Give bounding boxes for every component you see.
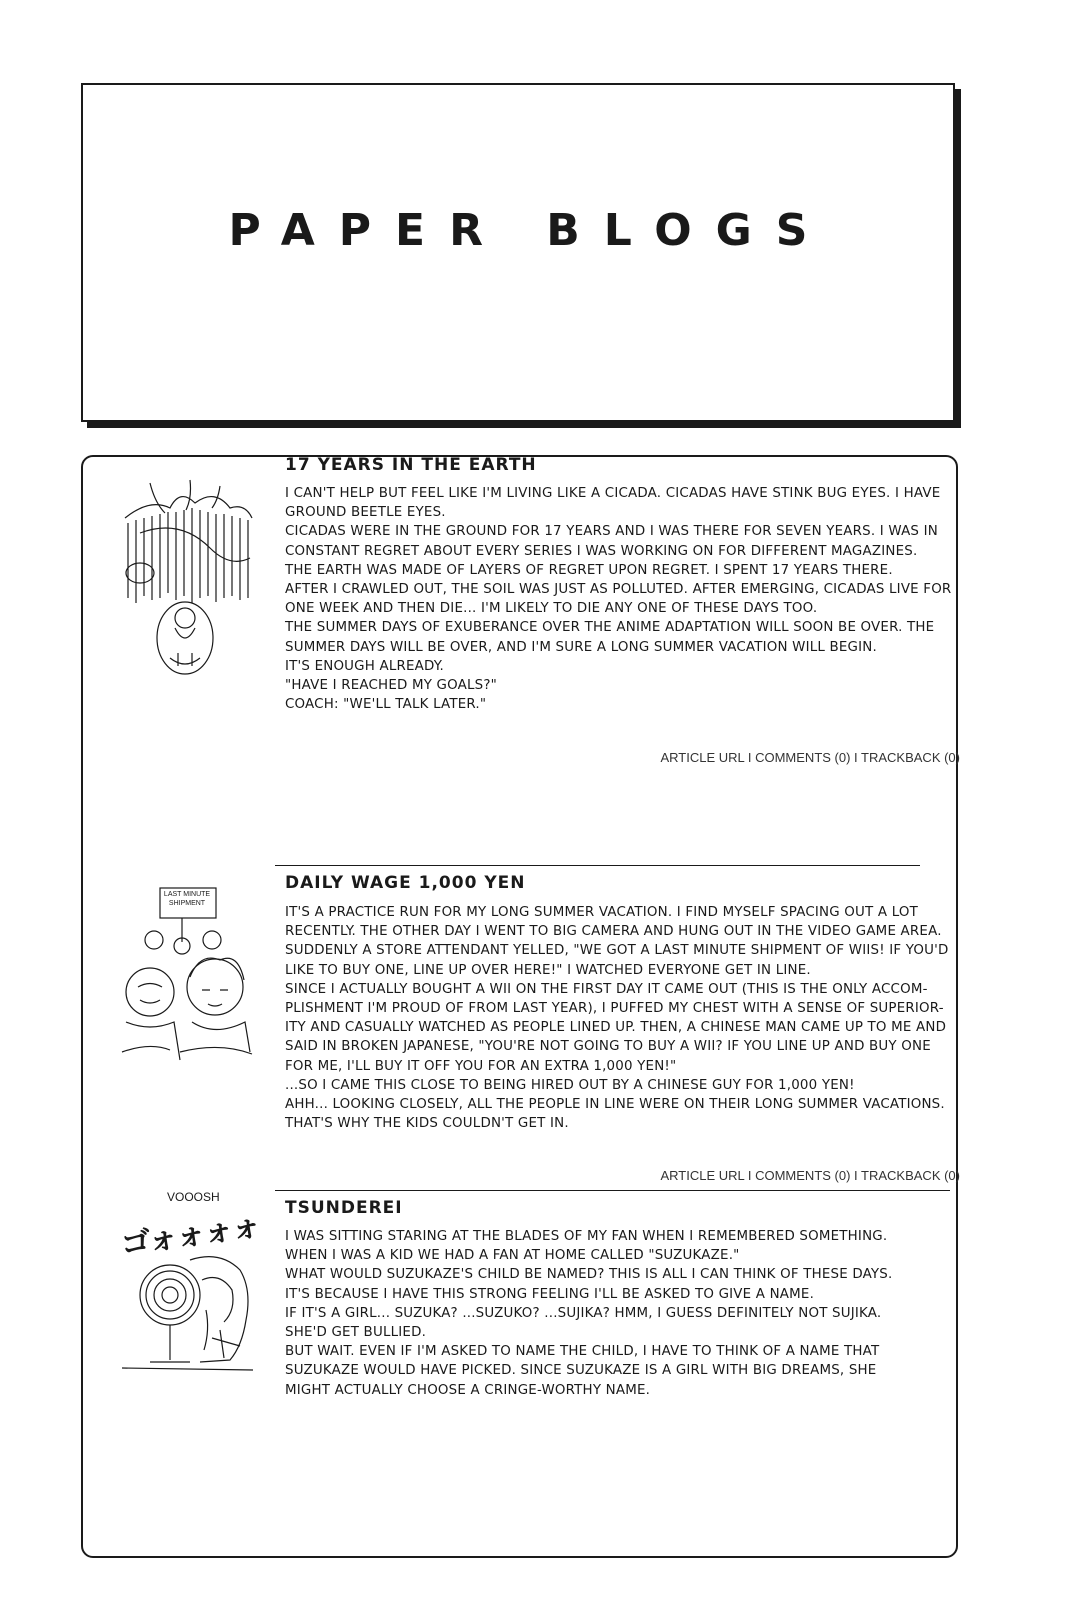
text-line: AHH... LOOKING CLOSELY, ALL THE PEOPLE IN LINE WERE ON THEIR LONG SUMMER VACATIONS. xyxy=(285,1097,945,1113)
text-line: PLISHMENT I'M PROUD OF FROM LAST YEAR), I PUFFED MY CHEST WITH A SENSE OF SUPERIOR- xyxy=(285,1001,944,1017)
text-line: MIGHT ACTUALLY CHOOSE A CRINGE-WORTHY NAME. xyxy=(285,1382,651,1398)
text-line: SAID IN BROKEN JAPANESE, "YOU'RE NOT GOING TO BUY A WII? IF YOU LINE UP AND BUY ONE xyxy=(285,1039,931,1055)
text-line: AFTER I CRAWLED OUT, THE SOIL WAS JUST AS POLLUTED. AFTER EMERGING, CICADAS LIVE FOR xyxy=(285,582,952,598)
entry-title-tsunderei[interactable]: TSUNDEREI xyxy=(285,1198,403,1218)
entry-footer-links[interactable]: ARTICLE URL I COMMENTS (0) I TRACKBACK (0) xyxy=(660,1168,960,1183)
crowd-illustration xyxy=(120,882,255,1062)
divider xyxy=(275,1190,950,1191)
text-line: THAT'S WHY THE KIDS COULDN'T GET IN. xyxy=(285,1116,569,1132)
cicada-illustration xyxy=(120,478,255,678)
text-line: SUMMER DAYS WILL BE OVER, AND I'M SURE A LONG SUMMER VACATION WILL BEGIN. xyxy=(285,639,877,655)
text-line: BUT WAIT. EVEN IF I'M ASKED TO NAME THE CHILD, I HAVE TO THINK OF A NAME THAT xyxy=(285,1344,880,1360)
entry-title-17-years[interactable]: 17 YEARS IN THE EARTH xyxy=(285,455,537,475)
text-line: CICADAS WERE IN THE GROUND FOR 17 YEARS AND I WAS THERE FOR SEVEN YEARS. I WAS IN xyxy=(285,524,938,540)
text-line: "HAVE I REACHED MY GOALS?" xyxy=(285,678,498,694)
sfx-vooosh: VOOOSH xyxy=(167,1190,220,1204)
entry-body-17-years xyxy=(285,484,975,714)
text-line: THE EARTH WAS MADE OF LAYERS OF REGRET UPON REGRET. I SPENT 17 YEARS THERE. xyxy=(285,562,893,578)
text-line: IF IT'S A GIRL... SUZUKA? ...SUZUKO? ...SUJIKA? HMM, I GUESS DEFINITELY NOT SUJIKA. xyxy=(285,1305,882,1321)
text-line: ITY AND CASUALLY WATCHED AS PEOPLE LINED UP. THEN, A CHINESE MAN CAME UP TO ME AND xyxy=(285,1020,947,1036)
text-line: LIKE TO BUY ONE, LINE UP OVER HERE!" I WATCHED EVERYONE GET IN LINE. xyxy=(285,962,811,978)
text-line: CONSTANT REGRET ABOUT EVERY SERIES I WAS WORKING ON FOR DIFFERENT MAGAZINES. xyxy=(285,543,918,559)
text-line: SUDDENLY A STORE ATTENDANT YELLED, "WE GOT A LAST MINUTE SHIPMENT OF WIIS! IF YOU'D xyxy=(285,943,949,959)
text-line: SUZUKAZE WOULD HAVE PICKED. SINCE SUZUKAZE IS A GIRL WITH BIG DREAMS, SHE xyxy=(285,1363,877,1379)
text-line: SHE'D GET BULLIED. xyxy=(285,1325,427,1341)
text-line: GROUND BEETLE EYES. xyxy=(285,505,446,521)
text-line: WHAT WOULD SUZUKAZE'S CHILD BE NAMED? THIS IS ALL I CAN THINK OF THESE DAYS. xyxy=(285,1267,893,1283)
sfx-japanese: ゴォォォォ xyxy=(118,1208,262,1263)
text-line: IT'S BECAUSE I HAVE THIS STRONG FEELING I'LL BE ASKED TO GIVE A NAME. xyxy=(285,1286,815,1302)
text-line: COACH: "WE'LL TALK LATER." xyxy=(285,697,487,713)
text-line: IT'S ENOUGH ALREADY. xyxy=(285,658,444,674)
text-line: RECENTLY. THE OTHER DAY I WENT TO BIG CAMERA AND HUNG OUT IN THE VIDEO GAME AREA. xyxy=(285,924,942,940)
text-line: FOR ME, I'LL BUY IT OFF YOU FOR AN EXTRA 1,000 YEN!" xyxy=(285,1058,677,1074)
entry-body-daily-wage xyxy=(285,903,975,1133)
entry-body-tsunderei xyxy=(285,1227,975,1400)
entry-title-daily-wage[interactable]: DAILY WAGE 1,000 YEN xyxy=(285,873,526,893)
page-title: PAPER BLOGS xyxy=(228,205,832,256)
text-line: SINCE I ACTUALLY BOUGHT A WII ON THE FIRST DAY IT CAME OUT (THIS IS THE ONLY ACCOM- xyxy=(285,981,928,997)
title-box xyxy=(81,83,955,422)
divider xyxy=(275,865,920,866)
text-line: ...SO I CAME THIS CLOSE TO BEING HIRED OUT BY A CHINESE GUY FOR 1,000 YEN! xyxy=(285,1077,855,1093)
fan-illustration xyxy=(120,1250,255,1375)
shipment-sign: LAST MINUTE SHIPMENT xyxy=(163,891,211,907)
text-line: THE SUMMER DAYS OF EXUBERANCE OVER THE ANIME ADAPTATION WILL SOON BE OVER. THE xyxy=(285,620,935,636)
text-line: I CAN'T HELP BUT FEEL LIKE I'M LIVING LIKE A CICADA. CICADAS HAVE STINK BUG EYES. I HAVE xyxy=(285,486,941,501)
text-line: ONE WEEK AND THEN DIE... I'M LIKELY TO DIE ANY ONE OF THESE DAYS TOO. xyxy=(285,601,818,617)
text-line: WHEN I WAS A KID WE HAD A FAN AT HOME CALLED "SUZUKAZE." xyxy=(285,1248,740,1264)
entry-footer-links[interactable]: ARTICLE URL I COMMENTS (0) I TRACKBACK (0) xyxy=(660,750,960,765)
text-line: I WAS SITTING STARING AT THE BLADES OF MY FAN WHEN I REMEMBERED SOMETHING. xyxy=(285,1229,888,1244)
text-line: IT'S A PRACTICE RUN FOR MY LONG SUMMER VACATION. I FIND MYSELF SPACING OUT A LOT xyxy=(285,905,918,920)
